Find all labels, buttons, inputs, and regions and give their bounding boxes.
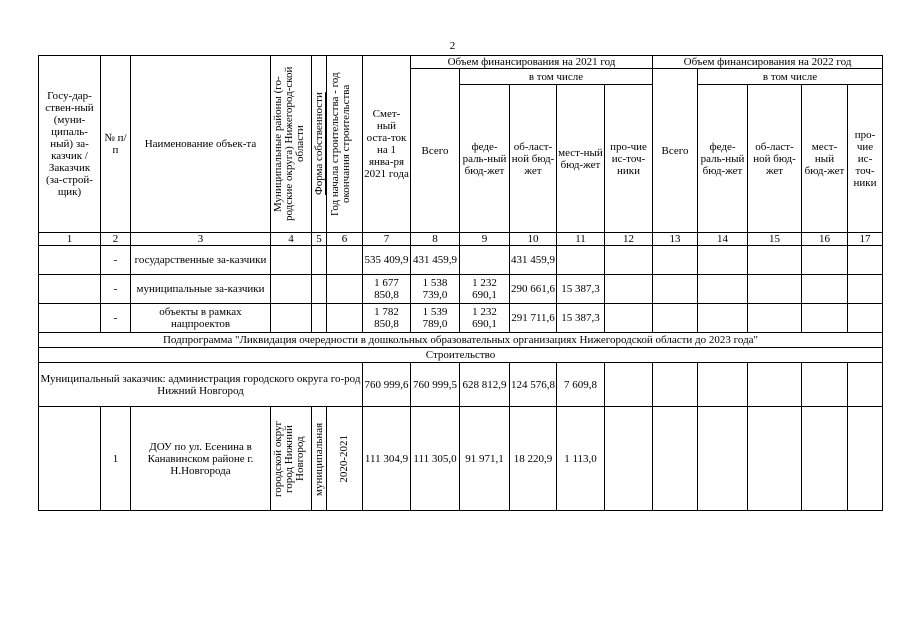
row-regional: 291 711,6 bbox=[510, 304, 557, 333]
object-name: ДОУ по ул. Есенина в Канавинском районе г. Н.Новгорода bbox=[131, 407, 271, 511]
header-years: Год начала строительства - год окончания строительства bbox=[327, 56, 363, 233]
header-num: № п/п bbox=[101, 56, 131, 233]
customer-federal: 628 812,9 bbox=[460, 363, 510, 407]
row-name: объекты в рамках нацпроектов bbox=[131, 304, 271, 333]
row-federal bbox=[460, 246, 510, 275]
object-ownership: муниципальная bbox=[312, 407, 327, 511]
table-row bbox=[39, 275, 883, 304]
col-number: 7 bbox=[363, 233, 411, 246]
header-district: Муниципальные районы (го-родские округа) Нижегород-ской области bbox=[271, 56, 312, 233]
object-local: 1 113,0 bbox=[557, 407, 605, 511]
col-number: 12 bbox=[605, 233, 653, 246]
row-total: 1 538 739,0 bbox=[411, 275, 460, 304]
header-regional-2022: об-ласт-ной бюд-жет bbox=[748, 85, 802, 233]
row-estimate: 1 677 850,8 bbox=[363, 275, 411, 304]
object-regional: 18 220,9 bbox=[510, 407, 557, 511]
col-number: 8 bbox=[411, 233, 460, 246]
header-other-2022: про-чие ис-точ-ники bbox=[848, 85, 883, 233]
row-num: - bbox=[101, 304, 131, 333]
row-federal: 1 232 690,1 bbox=[460, 304, 510, 333]
header-incl-2022: в том числе bbox=[698, 69, 883, 85]
header-local-2022: мест-ный бюд-жет bbox=[802, 85, 848, 233]
header-estimate: Смет-ный оста-ток на 1 янва-ря 2021 года bbox=[363, 56, 411, 233]
page-number: 2 bbox=[449, 40, 456, 52]
header-fin2021: Объем финансирования на 2021 год bbox=[411, 56, 653, 69]
header-local-2021: мест-ный бюд-жет bbox=[557, 85, 605, 233]
row-regional: 290 661,6 bbox=[510, 275, 557, 304]
col-number: 6 bbox=[327, 233, 363, 246]
col-number: 2 bbox=[101, 233, 131, 246]
row-estimate: 1 782 850,8 bbox=[363, 304, 411, 333]
object-district: городской округ город Нижний Новгород bbox=[271, 407, 312, 511]
header-regional-2021: об-ласт-ной бюд-жет bbox=[510, 85, 557, 233]
object-num: 1 bbox=[101, 407, 131, 511]
col-number: 1 bbox=[39, 233, 101, 246]
section-row bbox=[39, 348, 883, 363]
column-numbers-row bbox=[39, 233, 883, 246]
col-number: 3 bbox=[131, 233, 271, 246]
customer-estimate: 760 999,6 bbox=[363, 363, 411, 407]
col-number: 5 bbox=[312, 233, 327, 246]
col-number: 13 bbox=[653, 233, 698, 246]
col-number: 15 bbox=[748, 233, 802, 246]
col-number: 17 bbox=[848, 233, 883, 246]
customer-total: 760 999,5 bbox=[411, 363, 460, 407]
row-name: государственные за-казчики bbox=[131, 246, 271, 275]
header-other-2021: про-чие ис-точ-ники bbox=[605, 85, 653, 233]
row-local: 15 387,3 bbox=[557, 304, 605, 333]
object-total: 111 305,0 bbox=[411, 407, 460, 511]
table-row bbox=[39, 246, 883, 275]
header-customer: Госу-дар-ствен-ный (муни-ципаль-ный) за-казчик / Заказчик (за-строй-щик) bbox=[39, 56, 101, 233]
col-number: 10 bbox=[510, 233, 557, 246]
row-num: - bbox=[101, 275, 131, 304]
header-incl-2021: в том числе bbox=[460, 69, 653, 85]
subprogram-row bbox=[39, 333, 883, 348]
section-title: Строительство bbox=[39, 348, 883, 363]
row-estimate: 535 409,9 bbox=[363, 246, 411, 275]
object-federal: 91 971,1 bbox=[460, 407, 510, 511]
header-name: Наименование объек-та bbox=[131, 56, 271, 233]
customer-name: Муниципальный заказчик: администрация городского округа го-род Нижний Новгород bbox=[39, 363, 363, 407]
customer-row bbox=[39, 363, 883, 407]
row-total: 431 459,9 bbox=[411, 246, 460, 275]
object-estimate: 111 304,9 bbox=[363, 407, 411, 511]
row-name: муниципальные за-казчики bbox=[131, 275, 271, 304]
row-total: 1 539 789,0 bbox=[411, 304, 460, 333]
row-federal: 1 232 690,1 bbox=[460, 275, 510, 304]
col-number: 11 bbox=[557, 233, 605, 246]
financing-table bbox=[38, 55, 883, 511]
object-years: 2020-2021 bbox=[327, 407, 363, 511]
col-number: 9 bbox=[460, 233, 510, 246]
customer-regional: 124 576,8 bbox=[510, 363, 557, 407]
subprogram-title: Подпрограмма "Ликвидация очередности в дошкольных образовательных организациях Нижегородской области до 2023 года" bbox=[39, 333, 883, 348]
header-total-2022: Всего bbox=[653, 69, 698, 233]
col-number: 4 bbox=[271, 233, 312, 246]
row-local bbox=[557, 246, 605, 275]
header-federal-2022: феде-раль-ный бюд-жет bbox=[698, 85, 748, 233]
customer-local: 7 609,8 bbox=[557, 363, 605, 407]
row-num: - bbox=[101, 246, 131, 275]
header-federal-2021: феде-раль-ный бюд-жет bbox=[460, 85, 510, 233]
col-number: 14 bbox=[698, 233, 748, 246]
col-number: 16 bbox=[802, 233, 848, 246]
table-row bbox=[39, 304, 883, 333]
row-local: 15 387,3 bbox=[557, 275, 605, 304]
object-row bbox=[39, 407, 883, 511]
header-fin2022: Объем финансирования на 2022 год bbox=[653, 56, 883, 69]
row-regional: 431 459,9 bbox=[510, 246, 557, 275]
header-total-2021: Всего bbox=[411, 69, 460, 233]
header-ownership: Форма собственности bbox=[312, 56, 327, 233]
